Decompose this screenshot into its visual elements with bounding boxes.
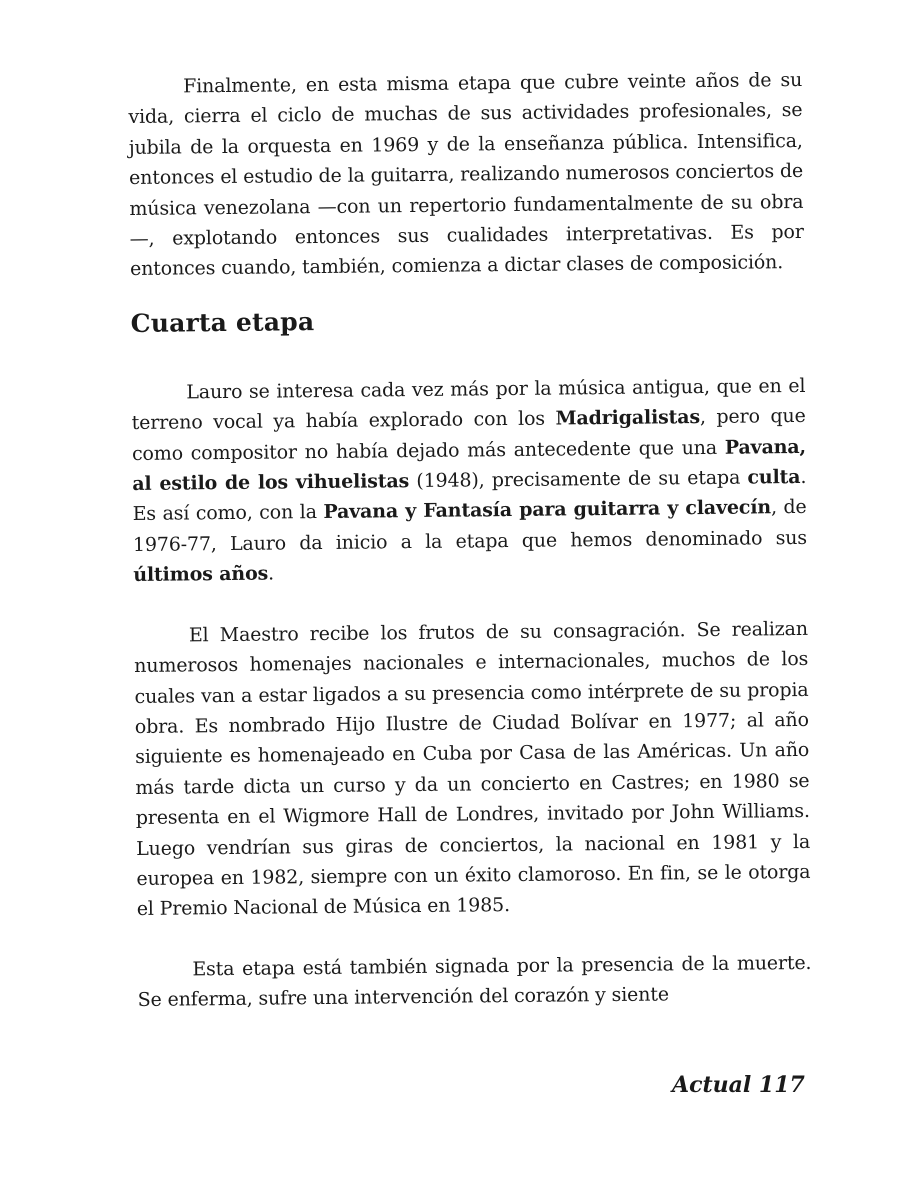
page-folio: Actual 117 [672, 1072, 805, 1098]
paragraph-muerte: Esta etapa está también signada por la presencia de la muerte. Se enferma, sufre una intervención del corazón y siente [137, 951, 812, 1012]
section-heading: Cuarta etapa [130, 306, 315, 338]
text-run: (1948), precisamente de su etapa [408, 466, 748, 493]
bold-term-ultimos-anos: últimos años [133, 562, 269, 587]
text-run: Lauro se interesa cada vez más por la música antigua, que en el terreno vocal ya había explorado con los [131, 374, 806, 435]
paragraph-lauro-musica-antigua [131, 371, 807, 591]
paragraph-tercera-etapa-closing: Finalmente, en esta misma etapa que cubre veinte años de su vida, cierra el ciclo de muchas de sus actividades profesionales, se jubila de la orquesta en 1969 y de la enseñanza pública. Intensifica, entonces el estudio de la guitarra, realizando numerosos conciertos de música venezolana —con un repertorio fundamentalmente de su obra—, explotando entonces sus cualidades interpretativas. Es por entonces cuando, también, comienza a dictar clases de composición. [128, 68, 804, 281]
text-run: , pero que como compositor no había dejado más antecedente que una [131, 405, 806, 465]
bold-term-culta: culta [747, 466, 801, 489]
text-run: , de 1976-77, Lauro da inicio a la etapa que hemos denominado sus [132, 496, 808, 556]
bold-term-pavana-fantasia: Pavana y Fantasía para guitarra y clavecín [323, 496, 772, 524]
bold-term-madrigalistas: Madrigalistas [555, 406, 701, 430]
text-column [128, 65, 812, 1016]
bold-term-pavana-vihuelistas: Pavana, al estilo de los vihuelistas [132, 435, 807, 496]
paragraph-consagracion: El Maestro recibe los frutos de su consagración. Se realizan numerosos homenajes nacionales e internacionales, muchos de los cuales van a estar ligados a su presencia como intérprete de su propia obra. Es nombrado Hijo Ilustre de Ciudad Bolívar en 1977; al año siguiente es homenajeado en Cuba por Casa de las Américas. Un año más tarde dicta un curso y da un concierto en Castres; en 1980 se presenta en el Wigmore Hall de Londres, invitado por John Williams. Luego vendrían sus giras de conciertos, la nacional en 1981 y la europea en 1982, siempre con un éxito clamoroso. En fin, se le otorga el Premio Nacional de Música en 1985. [134, 617, 811, 921]
text-run: . [267, 562, 275, 585]
text-run: . Es así como, con la [132, 465, 807, 526]
